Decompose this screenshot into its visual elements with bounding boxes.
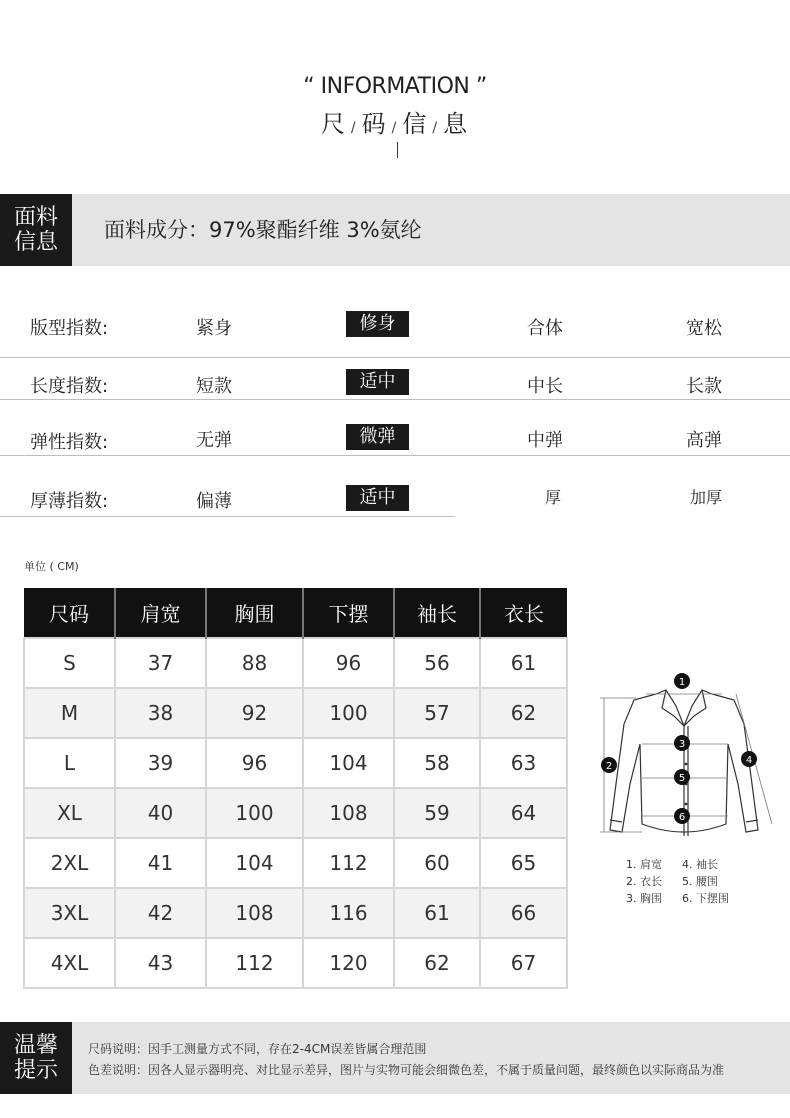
index-row-elasticity (0, 400, 790, 456)
legend-item: 3. 胸围 (626, 892, 662, 905)
table-cell: 100 (206, 788, 303, 838)
table-cell: 62 (394, 938, 480, 988)
title-char: 信 (402, 110, 429, 138)
title-separator: / (391, 120, 399, 136)
tips-badge-line: 温馨 (13, 1033, 58, 1058)
table-row (24, 938, 567, 988)
marker-label: 4 (745, 755, 753, 766)
table-cell: 59 (394, 788, 480, 838)
table-cell: 43 (115, 938, 206, 988)
marker-1-icon (674, 673, 690, 689)
legend-item: 2. 衣长 (626, 875, 662, 888)
marker-label: 2 (605, 761, 613, 772)
table-row (24, 688, 567, 738)
table-cell: 66 (480, 888, 567, 938)
table-cell: 116 (303, 888, 394, 938)
table-cell: 40 (115, 788, 206, 838)
table-cell: 112 (206, 938, 303, 988)
table-cell: 63 (480, 738, 567, 788)
table-cell: 62 (480, 688, 567, 738)
marker-label: 6 (678, 812, 686, 823)
fabric-badge-line: 信息 (13, 230, 58, 255)
index-label: 长度指数: (30, 376, 109, 397)
table-cell: 41 (115, 838, 206, 888)
index-label: 弹性指数: (30, 432, 109, 453)
table-cell: 60 (394, 838, 480, 888)
tips-badge-line: 提示 (13, 1058, 58, 1083)
legend-item: 5. 腰围 (682, 875, 718, 888)
index-option: 无弹 (196, 430, 232, 451)
legend-item: 6. 下摆围 (682, 892, 729, 905)
title-separator: / (350, 120, 358, 136)
table-row (24, 788, 567, 838)
info-title-zh (0, 104, 790, 139)
marker-3-icon (674, 735, 690, 751)
size-note: 尺码说明：因手工测量方式不同，存在2-4CM误差皆属合理范围 (88, 1042, 427, 1056)
index-option-selected: 适中 (346, 369, 409, 395)
marker-label: 3 (678, 739, 686, 750)
table-cell: 104 (303, 738, 394, 788)
marker-2-icon (601, 757, 617, 773)
index-option: 中长 (527, 376, 563, 397)
fabric-badge-line: 面料 (13, 205, 58, 230)
legend-row (626, 873, 738, 890)
col-header-bust: 胸围 (206, 588, 303, 638)
legend-item: 4. 袖长 (682, 858, 718, 871)
table-header-row (24, 588, 567, 638)
index-option: 厚 (545, 488, 562, 507)
legend-row (626, 890, 738, 907)
table-cell: 57 (394, 688, 480, 738)
table-cell: 56 (394, 638, 480, 688)
marker-5-icon (674, 769, 690, 785)
row-divider (0, 516, 455, 517)
diagram-legend (626, 856, 738, 907)
table-cell: 92 (206, 688, 303, 738)
table-cell: 88 (206, 638, 303, 688)
table-cell: 2XL (24, 838, 115, 888)
title-separator: / (432, 120, 440, 136)
title-char: 尺 (320, 110, 347, 138)
index-label: 版型指数: (30, 318, 109, 339)
fabric-composition: 面料成分：97%聚酯纤维 3%氨纶 (104, 218, 422, 242)
col-header-sleeve: 袖长 (394, 588, 480, 638)
col-header-size: 尺码 (24, 588, 115, 638)
marker-6-icon (674, 808, 690, 824)
index-option: 宽松 (686, 318, 722, 339)
index-option: 中弹 (527, 430, 563, 451)
index-option: 高弹 (686, 430, 722, 451)
table-cell: XL (24, 788, 115, 838)
table-row (24, 738, 567, 788)
tips-band (0, 1022, 790, 1094)
index-option-selected: 适中 (346, 485, 409, 511)
col-header-length: 衣长 (480, 588, 567, 638)
legend-item: 1. 肩宽 (626, 858, 662, 871)
index-label: 厚薄指数: (30, 491, 109, 512)
index-option: 偏薄 (196, 491, 232, 512)
table-cell: 108 (303, 788, 394, 838)
col-header-shoulder: 肩宽 (115, 588, 206, 638)
tips-badge (0, 1022, 72, 1094)
table-cell: 3XL (24, 888, 115, 938)
index-option: 加厚 (690, 488, 723, 507)
unit-label: 单位 ( CM) (24, 560, 79, 573)
table-cell: 39 (115, 738, 206, 788)
measure-markers (601, 673, 757, 824)
table-cell: 96 (206, 738, 303, 788)
index-option-selected: 修身 (346, 311, 409, 337)
index-option: 短款 (196, 376, 232, 397)
marker-4-icon (741, 751, 757, 767)
fabric-info-band (0, 194, 790, 266)
table-cell: L (24, 738, 115, 788)
marker-label: 5 (678, 773, 686, 784)
table-row (24, 838, 567, 888)
col-header-hem: 下摆 (303, 588, 394, 638)
color-note: 色差说明：因各人显示器明亮、对比显示差异，图片与实物可能会细微色差，不属于质量问题，最终颜色以实际商品为准 (88, 1063, 725, 1077)
index-row-length (0, 342, 790, 400)
table-cell: 42 (115, 888, 206, 938)
table-cell: 37 (115, 638, 206, 688)
table-cell: 64 (480, 788, 567, 838)
info-title-en: “ INFORMATION ” (303, 74, 487, 99)
marker-label: 1 (678, 677, 686, 688)
header-divider (397, 142, 398, 158)
table-cell: 58 (394, 738, 480, 788)
table-cell: M (24, 688, 115, 738)
table-cell: S (24, 638, 115, 688)
index-row-thickness (0, 456, 790, 517)
table-cell: 104 (206, 838, 303, 888)
table-row (24, 638, 567, 688)
table-cell: 120 (303, 938, 394, 988)
title-char: 息 (443, 110, 470, 138)
size-chart-table (23, 588, 568, 989)
table-cell: 112 (303, 838, 394, 888)
table-cell: 65 (480, 838, 567, 888)
table-cell: 108 (206, 888, 303, 938)
table-row (24, 888, 567, 938)
index-option: 合体 (527, 318, 563, 339)
table-cell: 100 (303, 688, 394, 738)
table-cell: 61 (394, 888, 480, 938)
title-char: 码 (361, 110, 388, 138)
index-option: 紧身 (196, 318, 232, 339)
index-option: 长款 (686, 376, 722, 397)
index-option-selected: 微弹 (346, 424, 409, 450)
fabric-badge (0, 194, 72, 266)
table-cell: 38 (115, 688, 206, 738)
table-cell: 4XL (24, 938, 115, 988)
legend-row (626, 856, 738, 873)
table-cell: 67 (480, 938, 567, 988)
table-cell: 96 (303, 638, 394, 688)
table-cell: 61 (480, 638, 567, 688)
